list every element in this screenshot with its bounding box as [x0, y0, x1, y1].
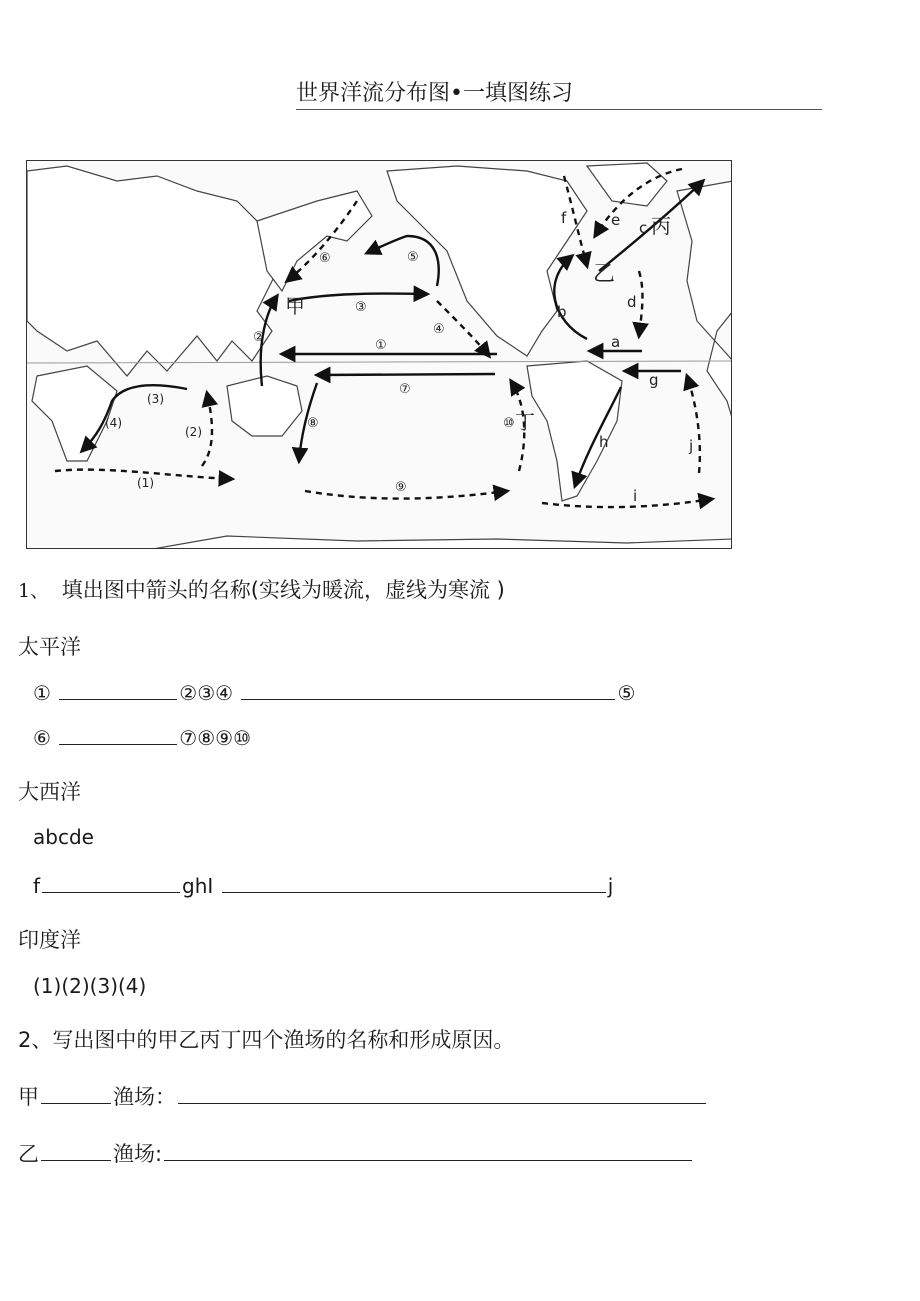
fishery-yi-mid: 渔场: — [113, 1142, 163, 1166]
question-1 — [18, 574, 505, 604]
question-1-number: 1、 — [18, 580, 50, 602]
pacific-heading: 太平洋 — [18, 635, 81, 659]
label-atlantic-d: d — [627, 293, 637, 311]
question-1-text: 填出图中箭头的名称(实线为暖流，虚线为寒流 ) — [61, 578, 505, 602]
label-atlantic-b: b — [557, 303, 567, 321]
label-atlantic-c: c — [639, 219, 648, 237]
fishery-jia-name-blank[interactable] — [41, 1085, 111, 1104]
indian-heading: 印度洋 — [18, 928, 81, 952]
label-pacific-5: ⑤ — [407, 250, 419, 265]
pacific-row-1 — [33, 681, 635, 705]
label-indian-3: (3) — [147, 392, 164, 406]
label-pacific-9: ⑨ — [395, 480, 407, 495]
fishery-yi-name-blank[interactable] — [41, 1142, 111, 1161]
fishery-jia-row — [18, 1081, 708, 1111]
label-pacific-3: ③ — [355, 300, 367, 315]
label-atlantic-i: i — [633, 487, 638, 505]
label-atlantic-j: j — [689, 437, 694, 455]
atlantic-row-2-c: j — [607, 874, 614, 898]
label-pacific-10: ⑩ — [503, 416, 515, 431]
page-title-text: 世界洋流分布图•一填图练习 — [296, 81, 573, 106]
label-fishery-ding: 丁 — [515, 410, 535, 434]
pacific-blank-2[interactable] — [241, 681, 615, 700]
atlantic-row-1: abcde — [33, 825, 94, 849]
label-pacific-1: ① — [375, 338, 387, 353]
label-pacific-7: ⑦ — [399, 382, 411, 397]
label-pacific-6: ⑥ — [319, 251, 331, 266]
fishery-yi-row — [18, 1138, 694, 1168]
pacific-row-1-b: ②③④ — [179, 681, 234, 705]
pacific-blank-1[interactable] — [59, 681, 177, 700]
pacific-row-2-b: ⑦⑧⑨⑩ — [179, 726, 252, 750]
map-drawing — [27, 161, 732, 549]
fishery-yi-prefix: 乙 — [18, 1142, 39, 1166]
label-atlantic-f: f — [561, 209, 567, 227]
continents — [27, 163, 732, 549]
label-fishery-jia: 甲 — [285, 294, 305, 318]
label-pacific-8: ⑧ — [307, 416, 319, 431]
indian-row-1: (1)(2)(3)(4) — [33, 974, 147, 998]
label-indian-4: (4) — [105, 416, 122, 430]
label-atlantic-g: g — [649, 371, 659, 389]
atlantic-row-2-b: ghI — [182, 874, 214, 898]
label-pacific-4: ④ — [433, 322, 445, 337]
label-fishery-bing: 丙 — [651, 214, 671, 238]
fishery-jia-prefix: 甲 — [18, 1085, 39, 1109]
pacific-row-1-c: ⑤ — [617, 681, 636, 705]
fishery-jia-mid: 渔场： — [113, 1085, 176, 1109]
label-pacific-2: ② — [253, 330, 265, 345]
label-atlantic-h: h — [599, 433, 609, 451]
page-title — [296, 76, 822, 110]
pacific-blank-3[interactable] — [59, 726, 177, 745]
atlantic-heading: 大西洋 — [18, 780, 81, 804]
fishery-jia-reason-blank[interactable] — [178, 1085, 706, 1104]
atlantic-blank-1[interactable] — [42, 874, 180, 893]
fishery-yi-reason-blank[interactable] — [164, 1142, 692, 1161]
question-2: 2、写出图中的甲乙丙丁四个渔场的名称和形成原因。 — [18, 1028, 515, 1052]
label-atlantic-a: a — [611, 333, 621, 351]
world-ocean-current-map — [26, 160, 732, 549]
atlantic-row-2-a: f — [33, 874, 41, 898]
pacific-row-1-a: ① — [33, 681, 51, 705]
atlantic-row-2 — [33, 874, 613, 898]
label-atlantic-e: e — [611, 211, 621, 229]
pacific-row-2 — [33, 726, 251, 750]
label-fishery-yi: 乙 — [593, 262, 616, 287]
label-indian-1: (1) — [137, 476, 154, 490]
atlantic-blank-2[interactable] — [222, 874, 606, 893]
label-indian-2: (2) — [185, 425, 202, 439]
pacific-row-2-a: ⑥ — [33, 726, 51, 750]
